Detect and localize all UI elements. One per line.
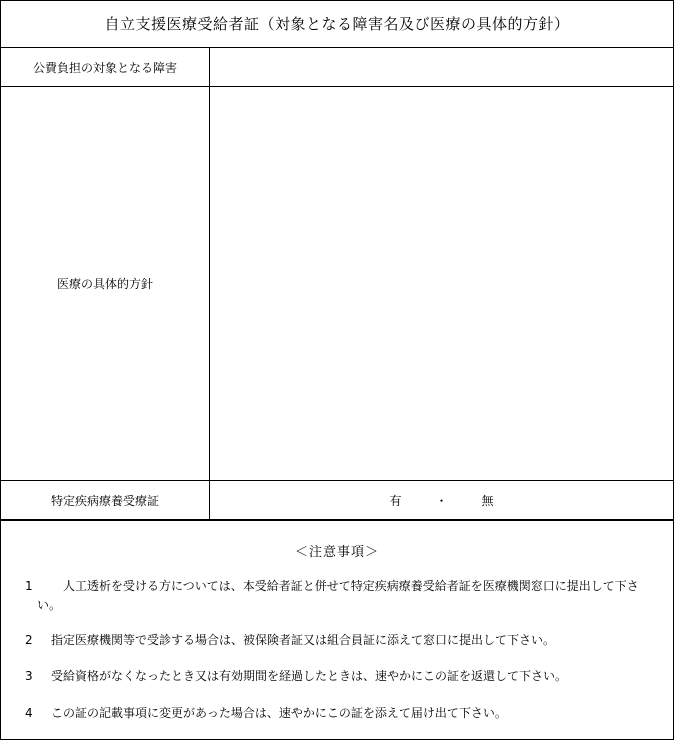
note-text: この証の記載事項に変更があった場合は、速やかにこの証を添えて届け出て下さい。	[51, 706, 507, 720]
note-text: 指定医療機関等で受診する場合は、被保険者証又は組合員証に添えて窓口に提出して下さい。	[51, 633, 556, 647]
row-disability	[1, 48, 673, 87]
treatment-policy-label: 医療の具体的方針	[1, 87, 210, 480]
note-item	[25, 631, 655, 650]
treatment-policy-value	[210, 87, 673, 480]
specific-disease-choice	[210, 481, 673, 519]
choice-yes: 有	[389, 493, 402, 508]
note-number: 3	[25, 669, 33, 683]
note-number: 1	[25, 579, 33, 593]
form-title: 自立支援医療受給者証（対象となる障害名及び医療の具体的方針）	[1, 1, 673, 48]
note-item	[25, 577, 655, 615]
disability-label: 公費負担の対象となる障害	[1, 48, 210, 86]
note-number: 4	[25, 706, 33, 720]
choice-no: 無	[481, 493, 494, 508]
note-text: 受給資格がなくなったとき又は有効期間を経過したときは、速やかにこの証を返還して下さい。	[51, 669, 568, 683]
specific-disease-label: 特定疾病療養受療証	[1, 481, 210, 519]
row-specific-disease	[1, 481, 673, 521]
note-item	[25, 704, 655, 723]
note-item	[25, 667, 655, 686]
notes-title: ＜注意事項＞	[294, 545, 379, 560]
disability-value	[210, 48, 673, 86]
choice-separator: ・	[435, 493, 448, 508]
note-text: 人工透析を受ける方については、本受給者証と併せて特定疾病療養受給者証を医療機関窓口に提出して下さい。	[37, 579, 639, 612]
row-treatment-policy	[1, 87, 673, 481]
note-number: 2	[25, 633, 33, 647]
